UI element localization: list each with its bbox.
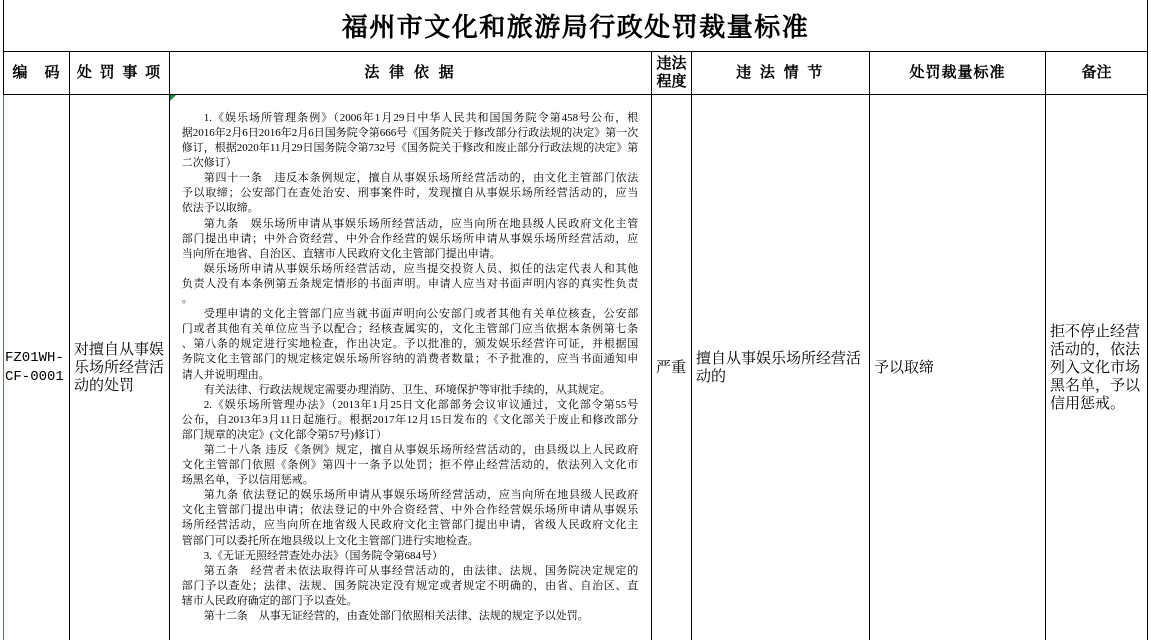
legal-basis-paragraph [182,217,639,262]
legal-basis-paragraph [182,564,639,609]
legal-basis-line: 依法予以取缔。 [181,202,259,215]
header-legal-basis: 法 律 依 据 [364,65,457,81]
legal-basis-line: 辖市人民政府确定的部门予以查处。 [181,594,358,607]
code-cell[interactable] [3,95,70,640]
legal-basis-line: 第五条 经营者未依法取得许可从事经营活动的，由法律、法规、国务院决定规定的 [203,564,639,577]
legal-basis-line: 第九条 娱乐场所申请从事娱乐场所经营活动，应当向所在地县级人民政府文化主管 [203,217,639,230]
legal-basis-line: 、第八条的规定进行实地检查，作出决定。予以批准的，颁发娱乐经营许可证，并根据国 [181,338,639,351]
header-standard: 处罚裁量标准 [909,65,1006,81]
remarks-value: 拒不停止经营活动的，依法列入文化市场黑名单，予以信用惩戒。 [1050,323,1141,412]
sheet-title: 福州市文化和旅游局行政处罚裁量标准 [341,13,810,43]
header-item-cell[interactable] [70,52,170,95]
legal-basis-line: 第九条 依法登记的娱乐场所申请从事娱乐场所经营活动，应当向所在地县级人民政府 [203,489,639,502]
legal-basis-text [182,111,639,624]
legal-basis-line: 部门提出申请；中外合资经营、中外合作经营的娱乐场所申请从事娱乐场所经营活动，应 [181,232,639,245]
severity-cell[interactable] [652,95,692,640]
legal-basis-paragraph [182,398,639,443]
legal-basis-line: 请人并说明理由。 [181,368,270,381]
penalty-item: 对擅自从事娱乐场所经营活动的处罚 [74,341,165,394]
legal-basis-line: 二次修订） [181,157,237,170]
legal-basis-line: 部门规章的决定》(文化部令第57号)修订） [181,428,388,441]
error-indicator-icon[interactable] [170,95,176,101]
circumstances-value: 擅自从事娱乐场所经营活动的 [696,350,862,385]
legal-basis-line: 第二十八条 违反《条例》规定，擅自从事娱乐场所经营活动的，由县级以上人民政府 [203,443,639,456]
legal-basis-cell[interactable] [170,95,652,640]
legal-basis-paragraph [182,383,639,398]
legal-basis-line: 场所经营活动，应当向所在地省级人民政府文化主管部门提出申请，省级人民政府文化主 [181,519,639,532]
legal-basis-paragraph [182,488,639,548]
standard-value: 予以取缔 [874,359,935,376]
legal-basis-paragraph [182,549,639,564]
legal-basis-line: 公布，自2013年3月11日起施行。根据2017年12月15日发布的《文化部关于废止和修改部分 [181,413,639,426]
header-code-cell[interactable] [3,52,70,95]
legal-basis-line: 文化主管部门依照《条例》第四十一条予以处罚；拒不停止经营活动的，依法列入文化市 [181,459,639,472]
legal-basis-line: 场黑名单，予以信用惩戒。 [181,474,314,487]
legal-basis-paragraph [182,111,639,171]
header-circumstances: 违 法 情 节 [736,65,825,81]
remarks-cell[interactable] [1046,95,1148,640]
penalty-standard-table [3,0,1148,640]
legal-basis-line: 予以取缔；公安部门在查处治安、刑事案件时，发现擅自从事娱乐场所经营活动的，应当 [181,187,639,200]
header-remarks: 备注 [1081,65,1112,81]
legal-basis-line: 负责人没有本条例第五条规定情形的书面声明。申请人应当对书面声明内容的真实性负责 [181,277,639,290]
legal-basis-line: 文化主管部门提出申请；依法登记的中外合资经营、中外合作经营娱乐场所申请从事娱乐 [181,504,639,517]
legal-basis-line: 受理申请的文化主管部门应当就书面声明向公安部门或者其他有关单位核查，公安部 [203,308,639,321]
legal-basis-line: 修订，根据2020年11月29日国务院令第732号《国务院关于修改和废止部分行政法规的决定》第 [181,142,639,155]
legal-basis-line: 1.《娱乐场所管理条例》（2006年1月29日中华人民共和国国务院令第458号公布，根 [203,111,639,124]
circumstances-cell[interactable] [692,95,870,640]
legal-basis-line: 门或者其他有关单位应当予以配合；经核查属实的，文化主管部门应当依据本条例第七条 [181,323,639,336]
legal-basis-line: 当向所在地省、自治区、直辖市人民政府文化主管部门提出申请。 [181,247,501,260]
severity-value: 严重 [656,359,687,376]
item-cell[interactable] [70,95,170,640]
header-remarks-cell[interactable] [1046,52,1148,95]
legal-basis-line: 部门予以查处；法律、法规、国务院决定没有规定或者规定不明确的，由省、自治区、直 [181,579,639,592]
legal-basis-line: 娱乐场所申请从事娱乐场所经营活动，应当提交投资人员、拟任的法定代表人和其他 [203,262,639,275]
header-legal-basis-cell[interactable] [170,52,652,95]
legal-basis-paragraph [182,171,639,216]
header-severity: 违法程度 [656,56,687,90]
legal-basis-line: 第四十一条 违反本条例规定，擅自从事娱乐场所经营活动的，由文化主管部门依法 [203,172,639,185]
legal-basis-paragraph [182,609,639,624]
header-circumstances-cell[interactable] [692,52,870,95]
standard-cell[interactable] [870,95,1046,640]
title-cell[interactable] [3,0,1148,52]
legal-basis-paragraph [182,307,639,382]
legal-basis-line: 2.《娱乐场所管理办法》（2013年1月25日文化部部务会议审议通过，文化部令第55号 [203,398,639,411]
legal-basis-line: 有关法律、行政法规规定需要办理消防、卫生、环境保护等审批手续的，从其规定。 [203,383,611,396]
legal-basis-line: 管部门可以委托所在地县级以上文化主管部门进行实地检查。 [181,534,479,547]
legal-basis-line: 。 [181,293,193,306]
legal-basis-line: 务院文化主管部门的规定核定娱乐场所容纳的消费者数量；不予批准的，应当书面通知申 [181,353,639,366]
header-severity-cell[interactable] [652,52,692,95]
legal-basis-line: 3.《无证无照经营查处办法》（国务院令第684号） [203,549,443,562]
legal-basis-line: 据2016年2月6日2016年2月6日国务院令第666号《国务院关于修改部分行政法规的决定》第一次 [181,127,639,139]
legal-basis-paragraph [182,262,639,307]
header-code: 编 码 [12,65,61,81]
legal-basis-line: 第十二条 从事无证经营的，由查处部门依照相关法律、法规的规定予以处罚。 [203,610,589,622]
item-code: FZ01WH-CF-0001 [5,349,64,385]
header-item: 处 罚 事 项 [76,65,163,81]
legal-basis-paragraph [182,443,639,488]
header-standard-cell[interactable] [870,52,1046,95]
